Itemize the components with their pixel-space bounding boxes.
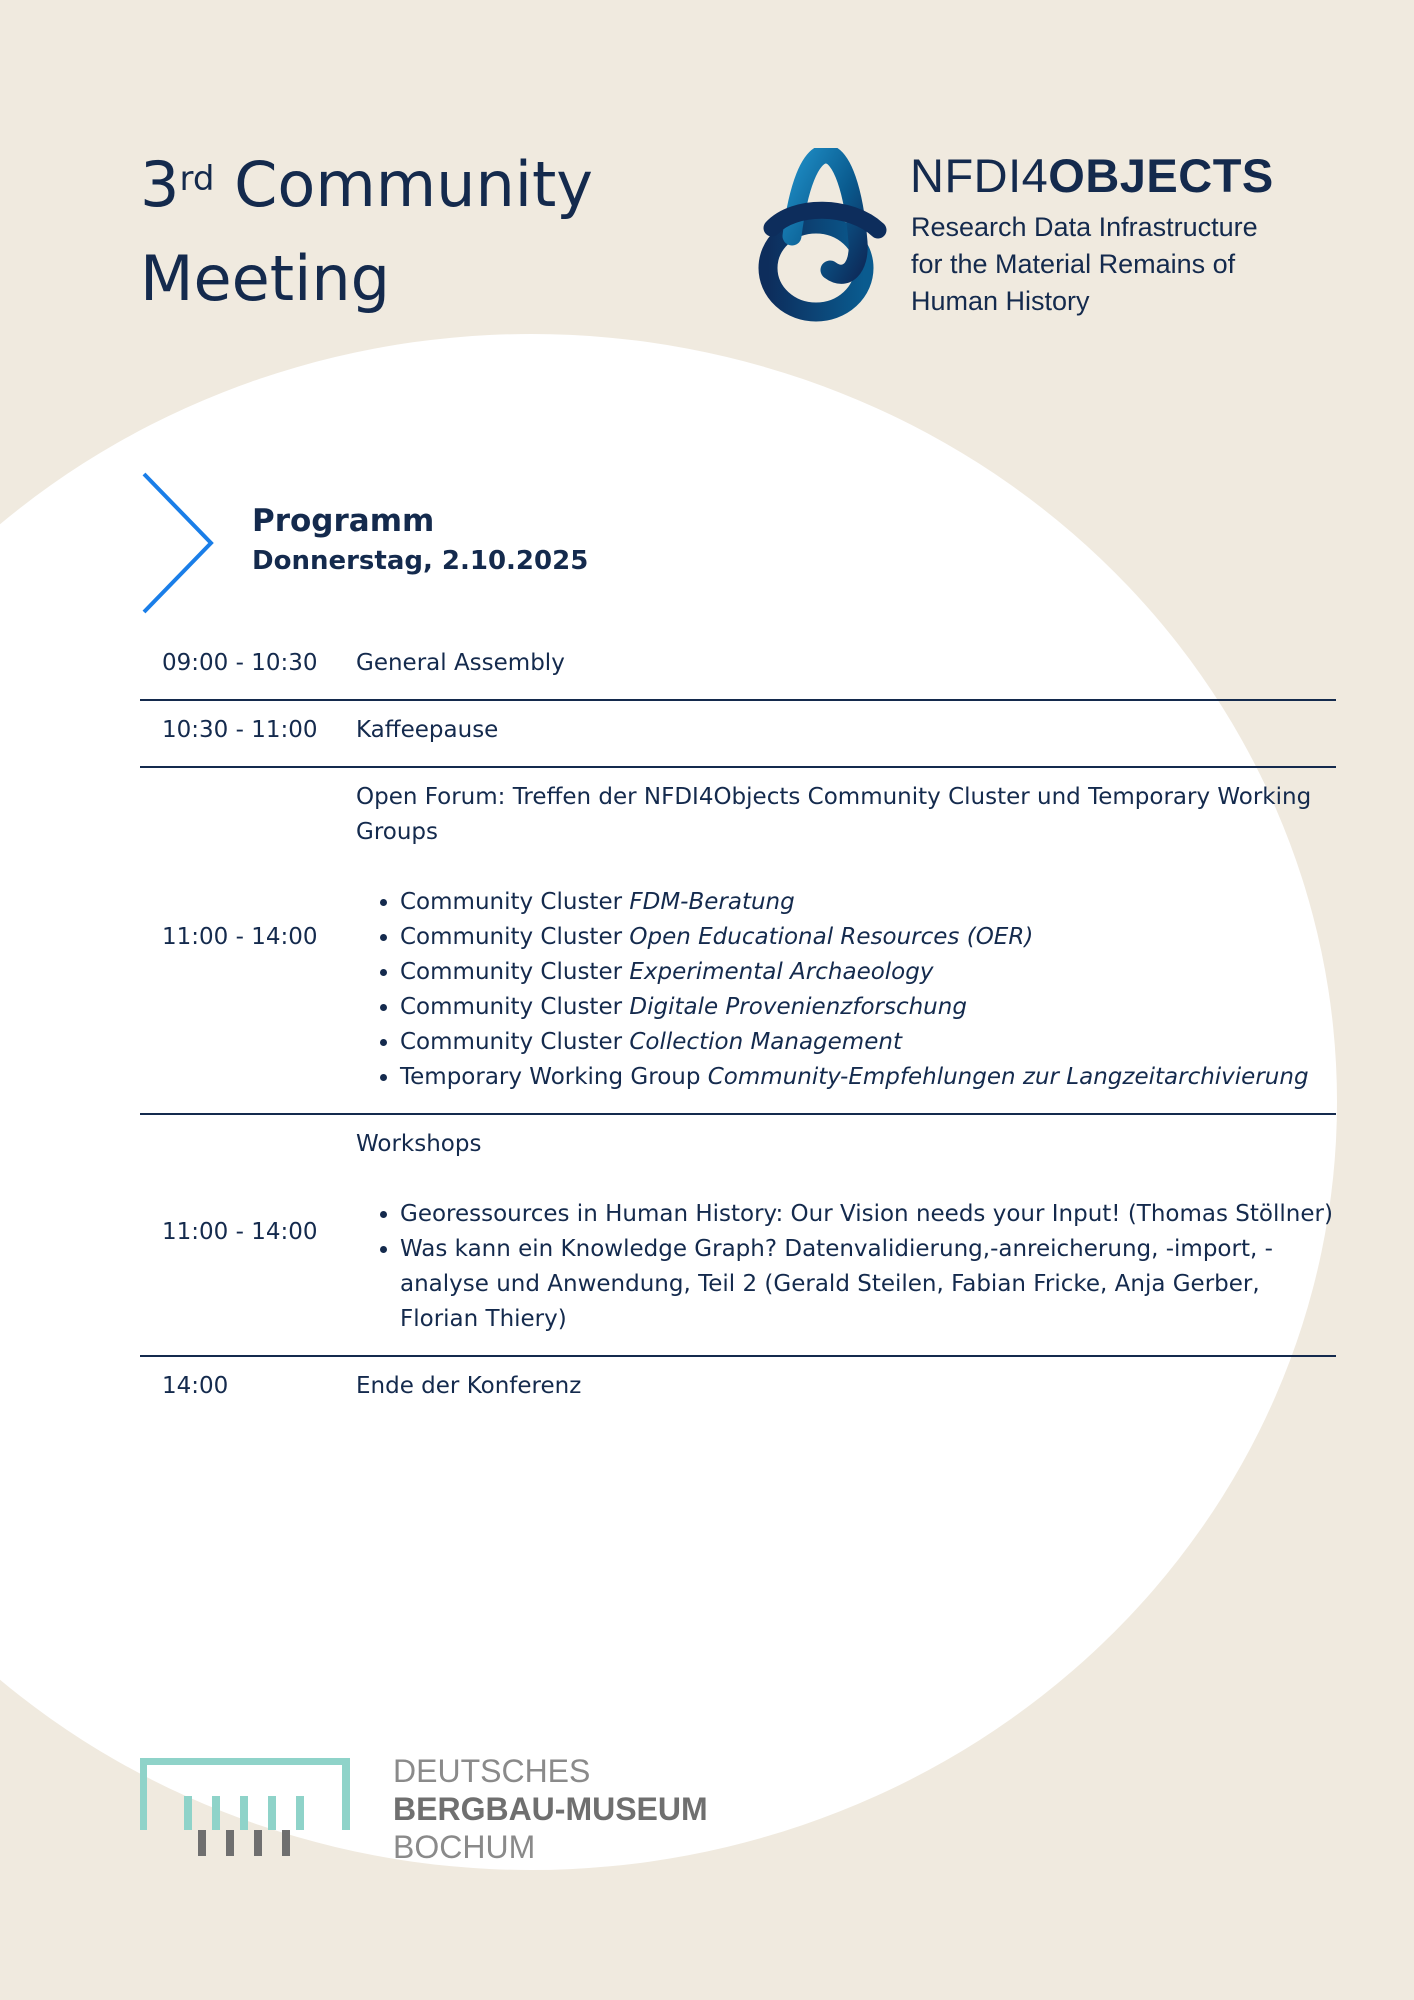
program-heading — [252, 500, 588, 580]
schedule-content — [356, 780, 1336, 1095]
schedule-title: General Assembly — [356, 650, 565, 676]
schedule-row — [140, 701, 1336, 768]
session-item: • Georessources in Human History: Our Vision needs your Input! (Thomas Stöllner) — [400, 1197, 1336, 1232]
schedule-time: 10:30 - 11:00 — [162, 717, 318, 743]
session-item: • Was kann ein Knowledge Graph? Datenvalidierung,-anreicherung, -import, -analyse und Anwendung, Teil 2 (Gerald Steilen, Fabian Fricke, Anja Gerber, Florian Thiery) — [400, 1232, 1336, 1337]
schedule-time: 14:00 — [162, 1373, 229, 1399]
schedule-row — [140, 768, 1336, 1115]
schedule-time: 09:00 - 10:30 — [162, 650, 318, 676]
nfdi4objects-logo — [754, 148, 1274, 328]
session-item: • Temporary Working Group Community-Empfehlungen zur Langzeitarchivierung — [400, 1060, 1336, 1095]
program-title: Programm — [252, 503, 435, 539]
schedule-content — [356, 713, 1336, 748]
nfdi4objects-knot-icon — [754, 148, 894, 324]
chevron-right-icon — [140, 470, 220, 616]
page-title: 3rd Community Meeting — [140, 148, 593, 315]
mine-headframe-icon — [140, 1758, 350, 1858]
session-item: • Community Cluster Digitale Provenienzforschung — [400, 990, 1336, 1025]
program-date: Donnerstag, 2.10.2025 — [252, 546, 589, 576]
session-list — [356, 885, 1336, 1095]
logo-tagline: Research Data Infrastructure for the Material Remains of Human History — [911, 212, 1258, 316]
schedule-time: 11:00 - 14:00 — [162, 924, 318, 950]
session-item: • Community Cluster Collection Management — [400, 1025, 1336, 1060]
schedule-content — [356, 1369, 1336, 1404]
session-list — [356, 1197, 1336, 1337]
schedule-row — [140, 634, 1336, 701]
bergbau-museum-logo — [140, 1752, 740, 1865]
logo-name: NFDI4OBJECTS — [910, 149, 1274, 202]
schedule-title: Ende der Konferenz — [356, 1373, 582, 1399]
schedule-title: Workshops — [356, 1131, 482, 1157]
schedule-table — [140, 634, 1336, 1422]
session-item: • Community Cluster FDM-Beratung — [400, 885, 1336, 920]
session-item: • Community Cluster Open Educational Resources (OER) — [400, 920, 1336, 955]
museum-name: DEUTSCHES BERGBAU-MUSEUM BOCHUM — [393, 1753, 708, 1865]
schedule-content — [356, 646, 1336, 681]
schedule-content — [356, 1127, 1336, 1337]
schedule-title: Kaffeepause — [356, 717, 499, 743]
schedule-time: 11:00 - 14:00 — [162, 1218, 318, 1245]
schedule-title: Open Forum: Treffen der NFDI4Objects Community Cluster und Temporary Working Groups — [356, 784, 1312, 845]
schedule-row — [140, 1357, 1336, 1422]
session-item: • Community Cluster Experimental Archaeology — [400, 955, 1336, 990]
schedule-row — [140, 1115, 1336, 1357]
